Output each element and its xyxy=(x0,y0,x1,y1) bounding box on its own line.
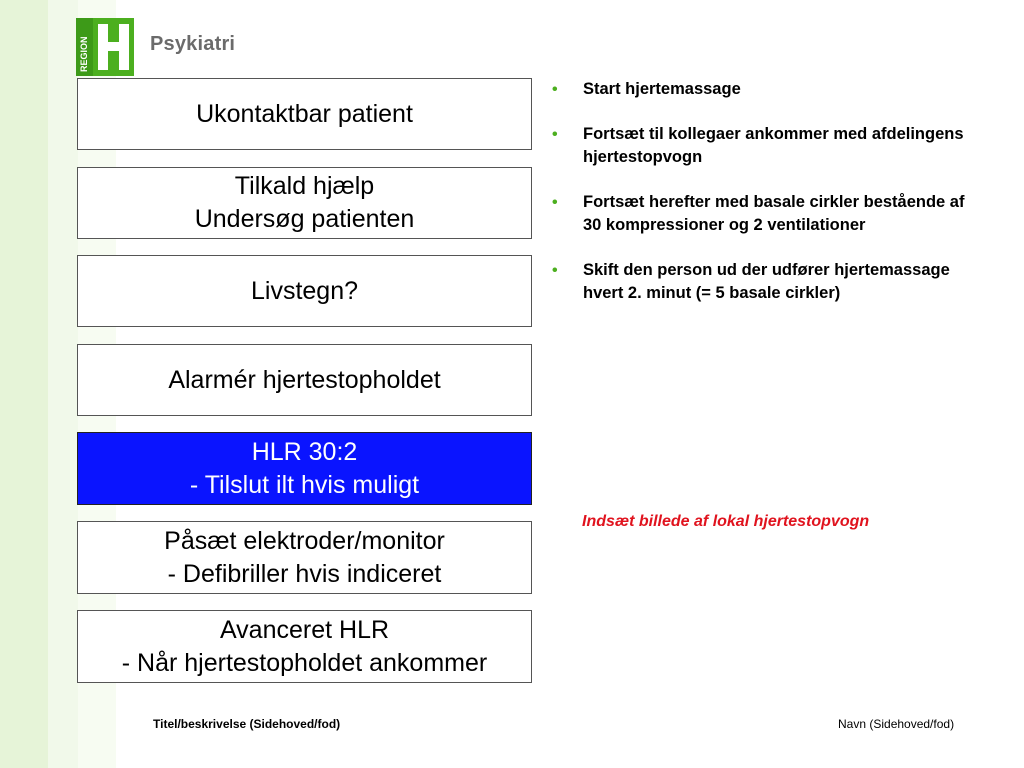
bullet-icon: • xyxy=(552,126,558,143)
list-item-text: Fortsæt herefter med basale cirkler bestående af 30 kompressioner og 2 ventilationer xyxy=(583,193,965,234)
footer-author: Navn (Sidehoved/fod) xyxy=(838,717,955,731)
region-logo-icon xyxy=(76,18,134,76)
flow-step-7 xyxy=(77,610,532,683)
flow-step-text: - Når hjertestopholdet ankommer xyxy=(121,648,488,677)
flow-step-text: - Tilslut ilt hvis muligt xyxy=(189,470,420,499)
flow-step-text: Alarmér hjertestopholdet xyxy=(168,365,441,394)
footer-title: Titel/beskrivelse (Sidehoved/fod) xyxy=(153,717,341,731)
bullet-icon: • xyxy=(552,81,558,98)
bullet-icon: • xyxy=(552,262,558,279)
flow-step-6 xyxy=(77,521,532,594)
flow-step-text: Ukontaktbar patient xyxy=(196,99,413,128)
flow-step-text: Avanceret HLR xyxy=(219,615,390,644)
list-item xyxy=(552,78,972,101)
flow-step-5-highlighted xyxy=(77,432,532,505)
instruction-list xyxy=(552,78,972,327)
flow-step-3 xyxy=(77,255,532,327)
flow-step-4 xyxy=(77,344,532,416)
bullet-icon: • xyxy=(552,194,558,211)
logo-region-text: REGION xyxy=(79,36,89,72)
placeholder-note: Indsæt billede af lokal hjertestopvogn xyxy=(582,513,870,530)
list-item-text: Fortsæt til kollegaer ankommer med afdelingens hjertestopvogn xyxy=(583,125,964,166)
list-item-text: Skift den person ud der udfører hjertemassage hvert 2. minut (= 5 basale cirkler) xyxy=(583,261,950,302)
list-item xyxy=(552,191,972,237)
list-item-text: Start hjertemassage xyxy=(583,80,741,98)
flow-step-text: Påsæt elektroder/monitor xyxy=(164,526,445,555)
flow-step-text: - Defibriller hvis indiceret xyxy=(167,559,442,588)
logo-name: Psykiatri xyxy=(150,33,236,55)
background-strip xyxy=(0,0,48,768)
flow-step-text: Undersøg patienten xyxy=(194,205,415,233)
flow-step-1 xyxy=(77,78,532,150)
background-strip xyxy=(48,0,78,768)
list-item xyxy=(552,123,972,169)
flow-step-text: Livstegn? xyxy=(250,276,359,305)
flow-step-2 xyxy=(77,167,532,239)
flow-step-text: Tilkald hjælp xyxy=(234,172,375,200)
flow-step-text: HLR 30:2 xyxy=(251,437,358,466)
list-item xyxy=(552,259,972,305)
